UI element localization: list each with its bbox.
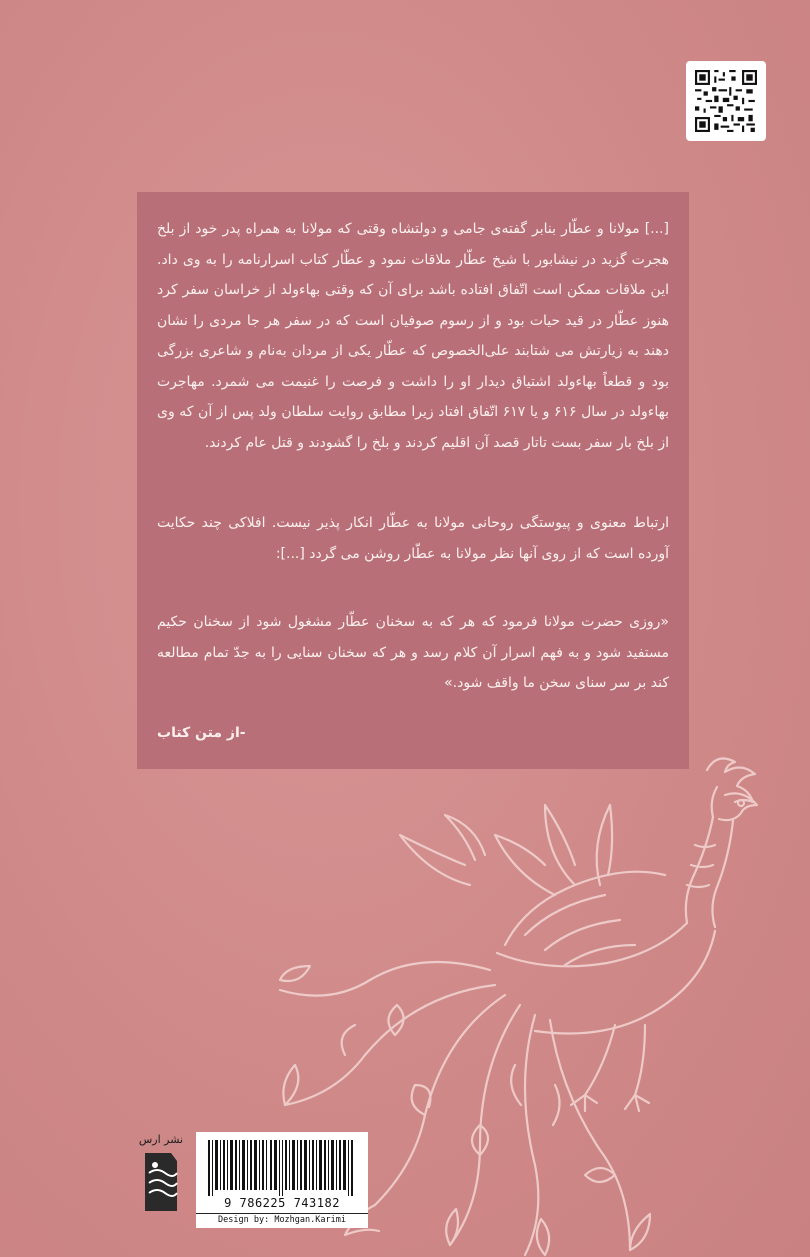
- blurb-paragraph-2: ارتباط معنوی و پیوستگی روحانی مولانا به عطّار انکار پذیر نیست. افلاکی چند حکایت آورده است که از روی آنها نظر مولانا به عطّار روشن می گردد [...]:: [157, 515, 669, 562]
- blurb-paragraph-1: [...] مولانا و عطّار بنابر گفته‌ی جامی و دولتشاه وقتی که مولانا به همراه پدر خود از بلخ هجرت گزید در نیشابور با شیخ عطّار ملاقات نمود و عطّار کتاب اسرارنامه را به وی داد. این ملاقات ممکن است اتّفاق افتاده باشد برای آن که وقتی بهاءولد از خراسان سفر کرد هنوز عطّار در قید حیات بود و از رسوم صوفیان است که در سفر هر جا مردی را نشان دهند به زیارتش می شتابند علی‌الخصوص که عطّار یکی از مردان به‌نام و شاعری بزرگی بود و قطعاً بهاءولد اشتیاق دیدار او را داشت و فرصت را غنیمت می شمرد. مهاجرت بهاءولد در سال ۶۱۶ و یا ۶۱۷ اتّفاق افتاد زیرا مطابق روایت سلطان ولد پس از آن که وی از بلخ بار سفر بست تاتار قصد آن اقلیم کردند و بلخ را گشودند و قتل عام کردند.: [157, 221, 669, 451]
- blurb-quote: «روزی حضرت مولانا فرمود که هر که به سخنان عطّار مشغول شود از سخنان حکیم مستفید شود و به فهم اسرار آن کلام رسد و هر که سخنان سنایی را به جدّ تمام مطالعه کند بر سر سنای سخن ما واقف شود.»: [157, 614, 669, 691]
- blurb-panel: [137, 192, 689, 769]
- qr-code: [686, 61, 766, 141]
- publisher-block: [135, 1133, 187, 1218]
- blurb-source: -از متن کتاب: [157, 725, 246, 741]
- isbn-number: 9 786225 743182: [224, 1196, 340, 1210]
- barcode-label: [196, 1132, 368, 1228]
- barcode-icon: [204, 1140, 360, 1196]
- publisher-logo-icon: [141, 1151, 181, 1213]
- qr-code-icon: [695, 70, 757, 132]
- designer-credit: Design by: Mozhgan.Karimi: [196, 1213, 368, 1225]
- publisher-name: نشر ارس: [138, 1133, 184, 1146]
